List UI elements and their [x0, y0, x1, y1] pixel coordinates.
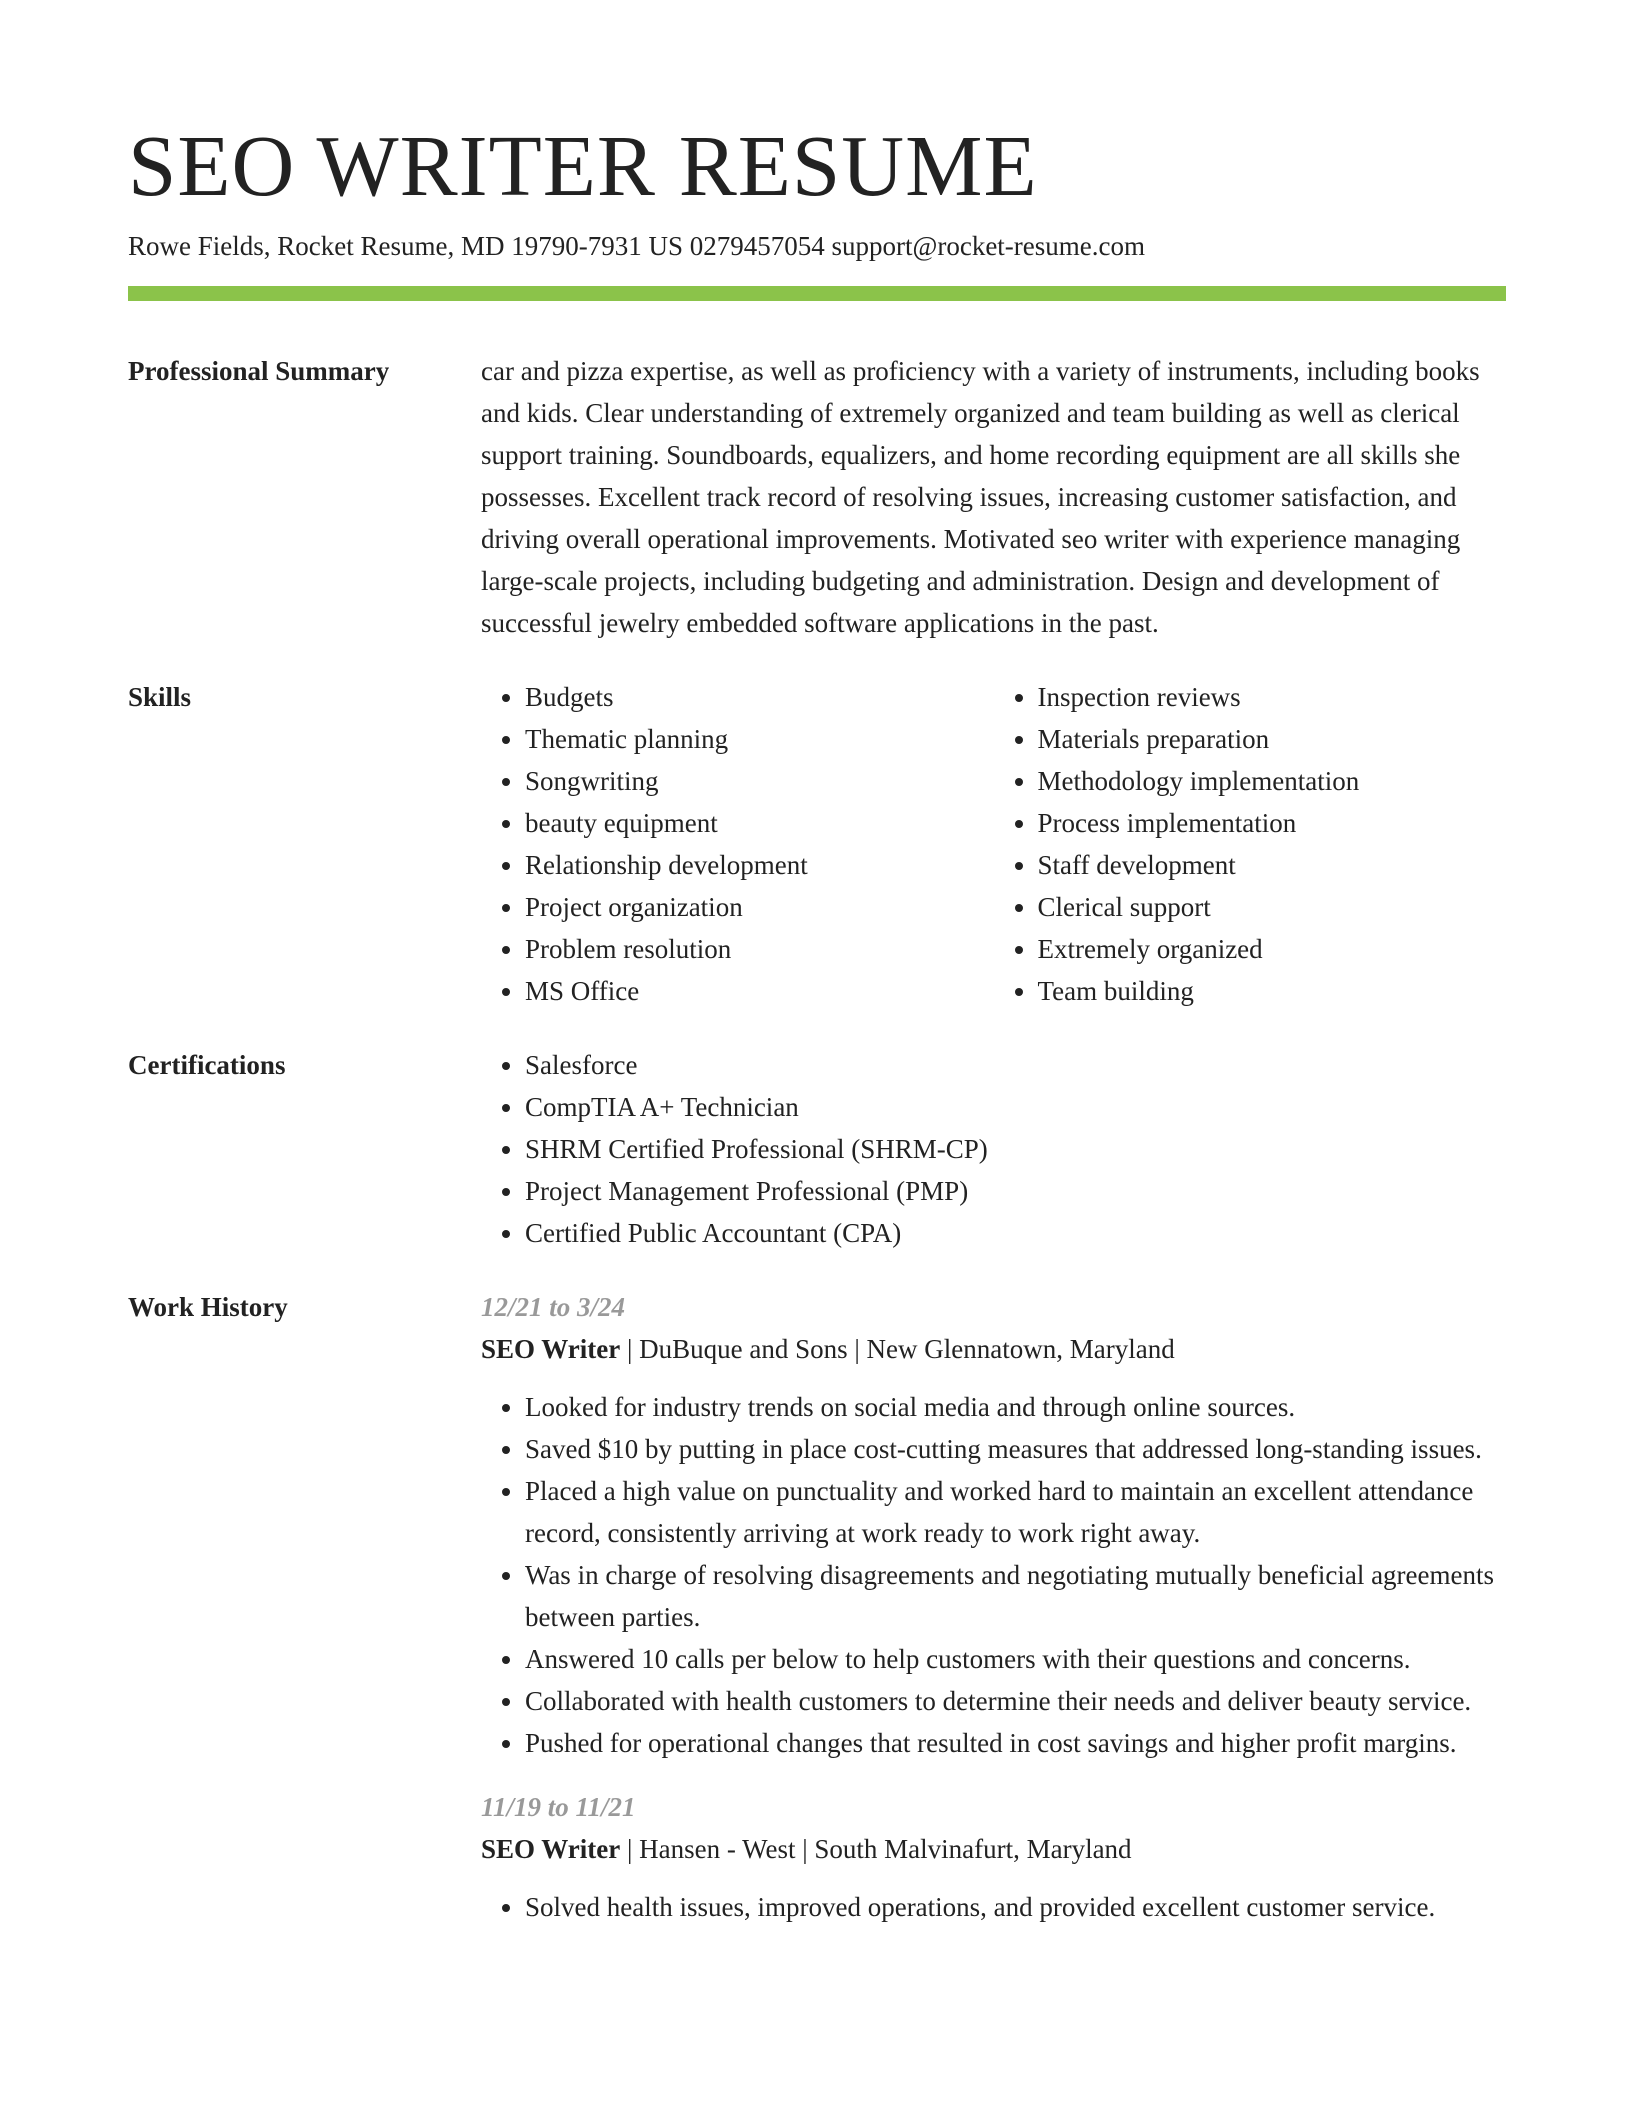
skill-item: • Budgets — [525, 676, 994, 718]
job-bullet: • Pushed for operational changes that resulted in cost savings and higher profit margins. — [525, 1722, 1506, 1764]
job-bullet: • Placed a high value on punctuality and worked hard to maintain an excellent attendance record, consistently arriving at work ready to work right away. — [525, 1470, 1506, 1554]
job-bullet: • Collaborated with health customers to determine their needs and deliver beauty service. — [525, 1680, 1506, 1722]
job-dates: 12/21 to 3/24 — [481, 1292, 626, 1322]
job-title-line — [481, 1328, 1506, 1370]
certifications-section — [128, 1044, 1506, 1254]
skills-grid — [481, 676, 1506, 1012]
certification-item: • Certified Public Accountant (CPA) — [525, 1212, 1506, 1254]
work-history-heading: Work History — [128, 1292, 288, 1322]
resume-sections — [128, 350, 1506, 1982]
certification-item: • Project Management Professional (PMP) — [525, 1170, 1506, 1212]
skill-item: • Materials preparation — [1038, 718, 1507, 760]
job-bullet: • Answered 10 calls per below to help customers with their questions and concerns. — [525, 1638, 1506, 1680]
job-bullet: • Saved $10 by putting in place cost-cutting measures that addressed long-standing issues. — [525, 1428, 1506, 1470]
skill-item: • Inspection reviews — [1038, 676, 1507, 718]
job-bullet: • Looked for industry trends on social media and through online sources. — [525, 1386, 1506, 1428]
job-bullets — [481, 1386, 1506, 1764]
job-dates: 11/19 to 11/21 — [481, 1792, 636, 1822]
skill-item: • Extremely organized — [1038, 928, 1507, 970]
certification-item: • CompTIA A+ Technician — [525, 1086, 1506, 1128]
certification-item: • SHRM Certified Professional (SHRM-CP) — [525, 1128, 1506, 1170]
job-company: | Hansen - West | South Malvinafurt, Maryland — [620, 1834, 1132, 1864]
skill-item: • Project organization — [525, 886, 994, 928]
job-entry — [481, 1286, 1506, 1764]
skills-column-1 — [481, 676, 994, 1012]
skill-item: • Staff development — [1038, 844, 1507, 886]
job-bullet: • Was in charge of resolving disagreements and negotiating mutually beneficial agreements between parties. — [525, 1554, 1506, 1638]
job-title-line — [481, 1828, 1506, 1870]
summary-section — [128, 350, 1506, 644]
accent-divider — [128, 286, 1506, 301]
work-history-jobs — [481, 1286, 1506, 1950]
summary-text: car and pizza expertise, as well as proficiency with a variety of instruments, including books and kids. Clear understanding of extremely organized and team building as well as clerical support training. Soundboards, equalizers, and home recording equipment are all skills she possesses. Excellent track record of resolving issues, increasing customer satisfaction, and driving overall operational improvements. Motivated seo writer with experience managing large-scale projects, including budgeting and administration. Design and development of successful jewelry embedded software applications in the past. — [481, 356, 1480, 638]
skill-item: • Team building — [1038, 970, 1507, 1012]
skill-item: • Problem resolution — [525, 928, 994, 970]
job-entry — [481, 1786, 1506, 1928]
skill-item: • beauty equipment — [525, 802, 994, 844]
skills-column-2 — [994, 676, 1507, 1012]
skills-heading: Skills — [128, 682, 192, 712]
skill-item: • Process implementation — [1038, 802, 1507, 844]
job-role: SEO Writer — [481, 1834, 621, 1864]
certification-item: • Salesforce — [525, 1044, 1506, 1086]
skill-item: • Methodology implementation — [1038, 760, 1507, 802]
page-title: SEO WRITER RESUME — [128, 117, 1038, 214]
skill-item: • Clerical support — [1038, 886, 1507, 928]
job-role: SEO Writer — [481, 1334, 621, 1364]
contact-line: Rowe Fields, Rocket Resume, MD 19790-7931 US 0279457054 support@rocket-resume.com — [128, 230, 1145, 261]
skill-item: • Songwriting — [525, 760, 994, 802]
job-company: | DuBuque and Sons | New Glennatown, Maryland — [620, 1334, 1175, 1364]
skills-section — [128, 676, 1506, 1012]
skill-item: • Thematic planning — [525, 718, 994, 760]
resume-header — [128, 118, 1506, 264]
skill-item: • MS Office — [525, 970, 994, 1012]
job-bullets — [481, 1886, 1506, 1928]
job-bullet: • Solved health issues, improved operations, and provided excellent customer service. — [525, 1886, 1506, 1928]
skill-item: • Relationship development — [525, 844, 994, 886]
certifications-list — [481, 1044, 1506, 1254]
work-history-section — [128, 1286, 1506, 1950]
summary-heading: Professional Summary — [128, 356, 390, 386]
certifications-heading: Certifications — [128, 1050, 286, 1080]
